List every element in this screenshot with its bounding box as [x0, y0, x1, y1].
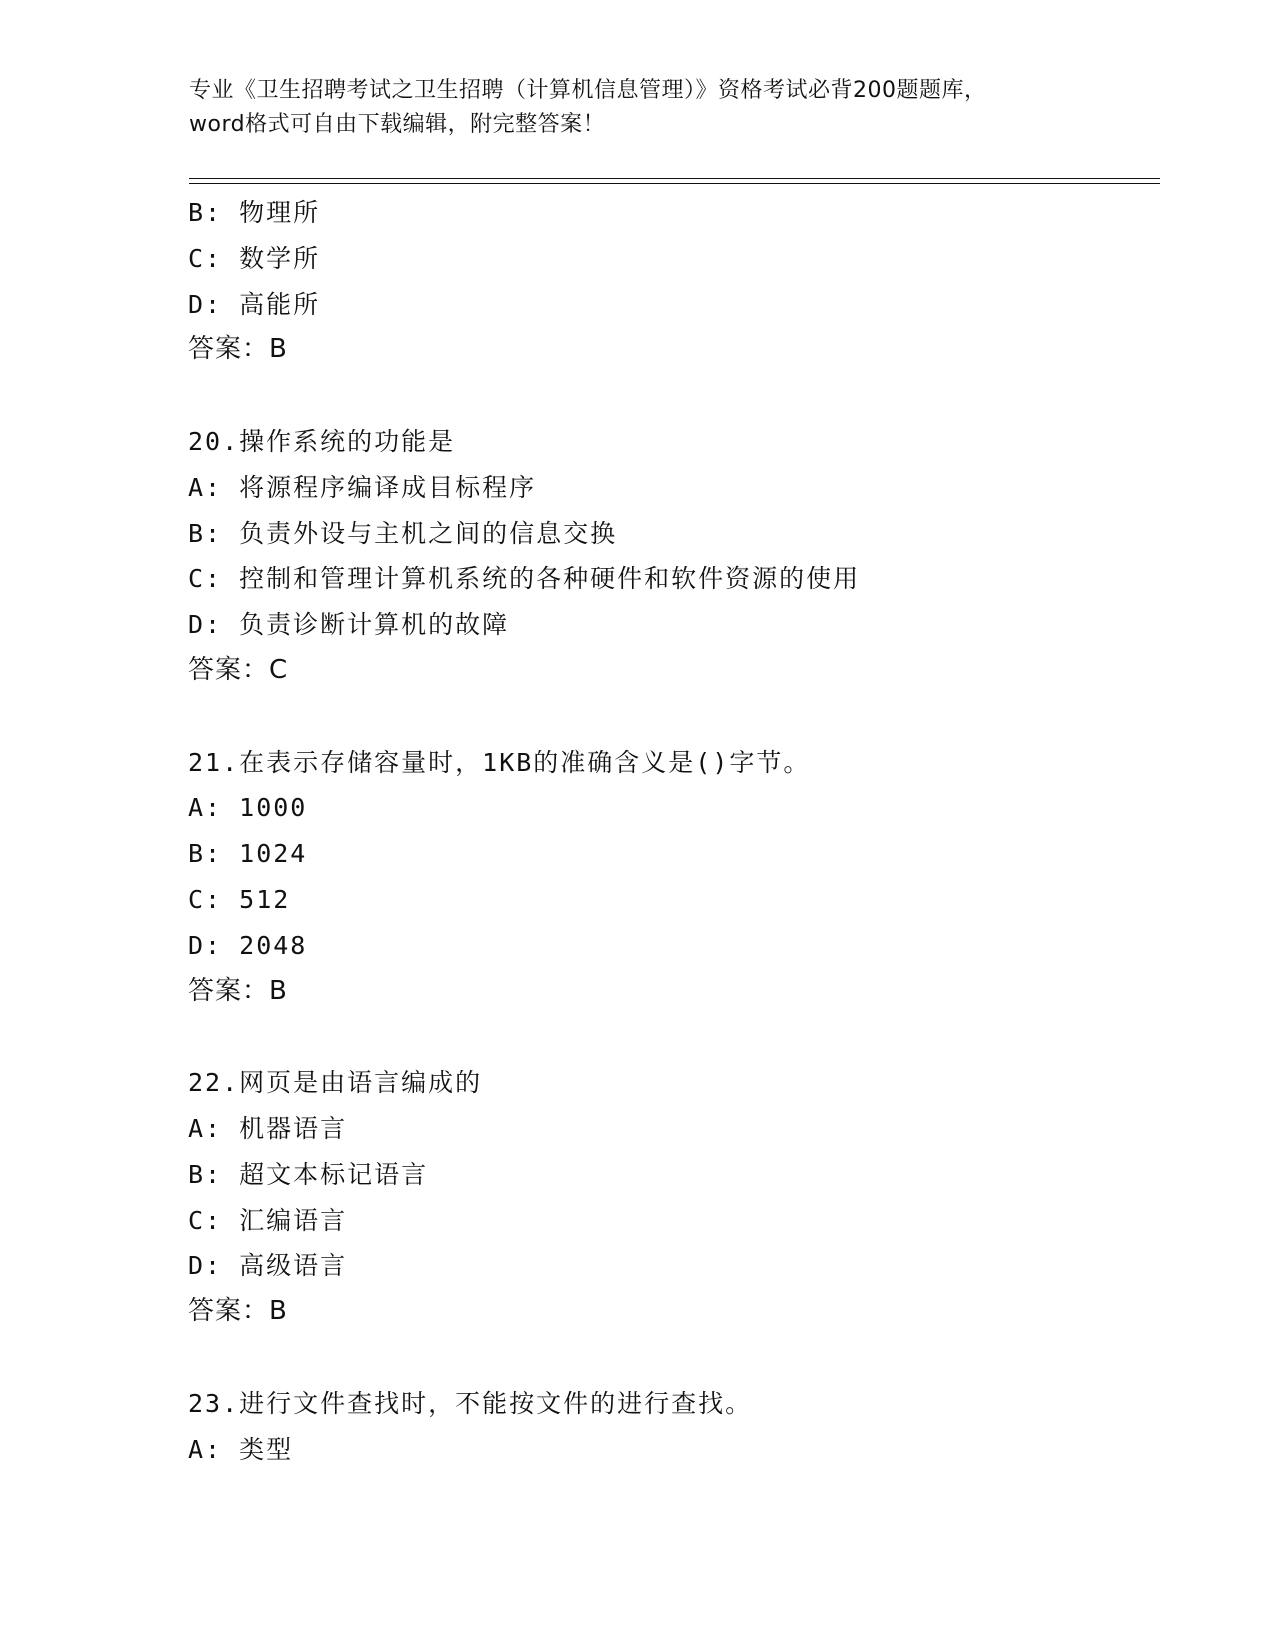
header-divider-bottom	[189, 183, 1160, 184]
option-d: D: 高能所	[188, 289, 321, 319]
question-20	[188, 419, 1188, 694]
document-header	[189, 74, 1089, 142]
spacer	[188, 373, 1188, 419]
question-21	[188, 740, 1188, 1015]
option-a: A: 将源程序编译成目标程序	[188, 472, 537, 502]
option-b: B: 负责外设与主机之间的信息交换	[188, 518, 618, 548]
option-a: A: 1000	[188, 793, 308, 823]
option-b: B: 超文本标记语言	[188, 1159, 429, 1189]
option-c: C: 汇编语言	[188, 1205, 348, 1235]
option-d: D: 高级语言	[188, 1251, 348, 1281]
question-22	[188, 1060, 1188, 1335]
answer: 答案：B	[188, 1296, 288, 1327]
header-title-line-2: word格式可自由下载编辑，附完整答案！	[189, 112, 606, 137]
question-text: 22.网页是由语言编成的	[188, 1068, 483, 1098]
option-d: D: 负责诊断计算机的故障	[188, 610, 510, 640]
question-list	[188, 190, 1188, 1472]
answer: 答案：B	[188, 334, 288, 365]
option-c: C: 控制和管理计算机系统的各种硬件和软件资源的使用	[188, 564, 861, 594]
question-19-tail	[188, 190, 1188, 373]
option-b: B: 物理所	[188, 198, 321, 227]
header-divider-top	[189, 178, 1160, 179]
option-a: A: 类型	[188, 1434, 294, 1464]
question-23	[188, 1381, 1188, 1473]
answer: 答案：C	[188, 654, 289, 685]
option-d: D: 2048	[188, 930, 308, 960]
question-text: 23.进行文件查找时，不能按文件的进行查找。	[188, 1388, 753, 1418]
question-text: 20.操作系统的功能是	[188, 426, 456, 456]
header-title-line-1: 专业《卫生招聘考试之卫生招聘（计算机信息管理）》资格考试必背200题题库，	[189, 78, 987, 103]
option-b: B: 1024	[188, 839, 308, 869]
spacer	[188, 1335, 1188, 1381]
spacer	[188, 694, 1188, 740]
option-c: C: 数学所	[188, 243, 321, 273]
option-a: A: 机器语言	[188, 1113, 348, 1143]
answer: 答案：B	[188, 975, 288, 1006]
question-text: 21.在表示存储容量时，1KB的准确含义是()字节。	[188, 747, 811, 777]
spacer	[188, 1014, 1188, 1060]
option-c: C: 512	[188, 884, 291, 914]
